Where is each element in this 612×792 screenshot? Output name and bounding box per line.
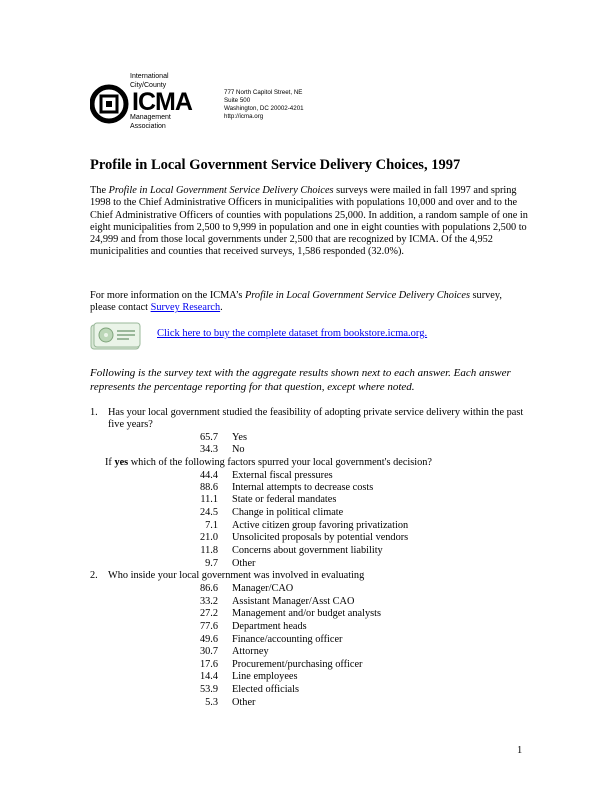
answer-value: 86.6 bbox=[199, 583, 218, 594]
logo-org-name-bottom: Management Association bbox=[130, 114, 171, 130]
answer-value: 24.5 bbox=[199, 507, 218, 518]
answer-label: Unsolicited proposals by potential vendors bbox=[232, 532, 409, 543]
answer-label: Change in political climate bbox=[232, 507, 344, 518]
answer-value: 27.2 bbox=[199, 608, 218, 619]
answer-value: 53.9 bbox=[199, 684, 218, 695]
answer-label: Department heads bbox=[232, 621, 307, 632]
survey-research-link[interactable]: Survey Research bbox=[150, 302, 221, 314]
answer-label: Yes bbox=[232, 432, 247, 443]
answer-label: Internal attempts to decrease costs bbox=[232, 482, 374, 493]
logo-org-name-top: International City/County bbox=[130, 73, 169, 89]
answer-value: 17.6 bbox=[199, 659, 218, 670]
logo-wordmark: ICMA bbox=[132, 88, 192, 116]
intro-paragraph: The Profile in Local Government Service Delivery Choices surveys were mailed in fall 1997 and spring 1998 to the Chief Administrative Officers in municipalities with populations 10,000 and over and to the Chief Administrative Officers of counties with populations 25,000. In addition, a random sample of one in eight municipalities from 2,500 to 9,999 in population and one in eight counties with populations 2,500 to 24,999 and from those local governments under 2,500 that are recognized by ICMA. Of the 4,952 municipalities and counties that received surveys, 1,586 responded (32.0%). bbox=[90, 185, 528, 258]
answer-label: Attorney bbox=[232, 646, 269, 657]
answer-value: 34.3 bbox=[199, 444, 218, 455]
answer-value: 33.2 bbox=[199, 596, 218, 607]
buy-dataset-link[interactable]: Click here to buy the complete dataset from bookstore.icma.org. bbox=[157, 328, 428, 339]
question-2-number: 2. bbox=[90, 570, 98, 581]
answer-value: 65.7 bbox=[199, 432, 218, 443]
answer-value: 30.7 bbox=[199, 646, 218, 657]
answer-value: 14.4 bbox=[199, 671, 218, 682]
answer-label: Active citizen group favoring privatization bbox=[232, 520, 409, 531]
answer-value: 49.6 bbox=[199, 634, 218, 645]
logo-address: 777 North Capitol Street, NE Suite 500 Washington, DC 20002-4201 http://icma.org bbox=[224, 89, 304, 120]
answer-value: 5.3 bbox=[205, 697, 218, 708]
answer-label: State or federal mandates bbox=[232, 494, 337, 505]
more-info-paragraph: For more information on the ICMA’s Profile in Local Government Service Delivery Choices survey, please contact Survey Research. bbox=[90, 290, 502, 314]
answer-label: Concerns about government liability bbox=[232, 545, 383, 556]
answer-value: 21.0 bbox=[199, 532, 218, 543]
answer-label: Elected officials bbox=[232, 684, 299, 695]
answer-label: Assistant Manager/Asst CAO bbox=[232, 596, 355, 607]
answer-label: Line employees bbox=[232, 671, 298, 682]
answer-label: Finance/accounting officer bbox=[232, 634, 343, 645]
answer-label: Manager/CAO bbox=[232, 583, 294, 594]
question-2-text: Who inside your local government was involved in evaluating bbox=[108, 570, 365, 581]
answer-label: No bbox=[232, 444, 245, 455]
answer-value: 44.4 bbox=[199, 470, 218, 481]
answer-label: Other bbox=[232, 558, 256, 569]
question-1-text: Has your local government studied the feasibility of adopting private service delivery within the past five years? bbox=[108, 407, 524, 430]
answer-label: Other bbox=[232, 697, 256, 708]
answer-value: 7.1 bbox=[205, 520, 218, 531]
page-title: Profile in Local Government Service Delivery Choices, 1997 bbox=[90, 157, 461, 173]
results-intro: Following is the survey text with the aggregate results shown next to each answer. Each answer represents the percentage reporting for that question, except where noted. bbox=[90, 367, 511, 393]
page-number: 1 bbox=[517, 745, 523, 756]
question-1-number: 1. bbox=[90, 407, 98, 418]
answer-label: Procurement/purchasing officer bbox=[232, 659, 363, 670]
answer-label: Management and/or budget analysts bbox=[232, 608, 381, 619]
answer-value: 11.1 bbox=[200, 494, 218, 505]
answer-value: 88.6 bbox=[199, 482, 218, 493]
answer-value: 9.7 bbox=[205, 558, 218, 569]
answer-label: External fiscal pressures bbox=[232, 470, 333, 481]
answer-value: 11.8 bbox=[200, 545, 218, 556]
question-1-followup: If yes which of the following factors spurred your local government's decision? bbox=[105, 457, 432, 468]
dataset-cd-icon[interactable] bbox=[90, 322, 142, 350]
answer-value: 77.6 bbox=[199, 621, 218, 632]
